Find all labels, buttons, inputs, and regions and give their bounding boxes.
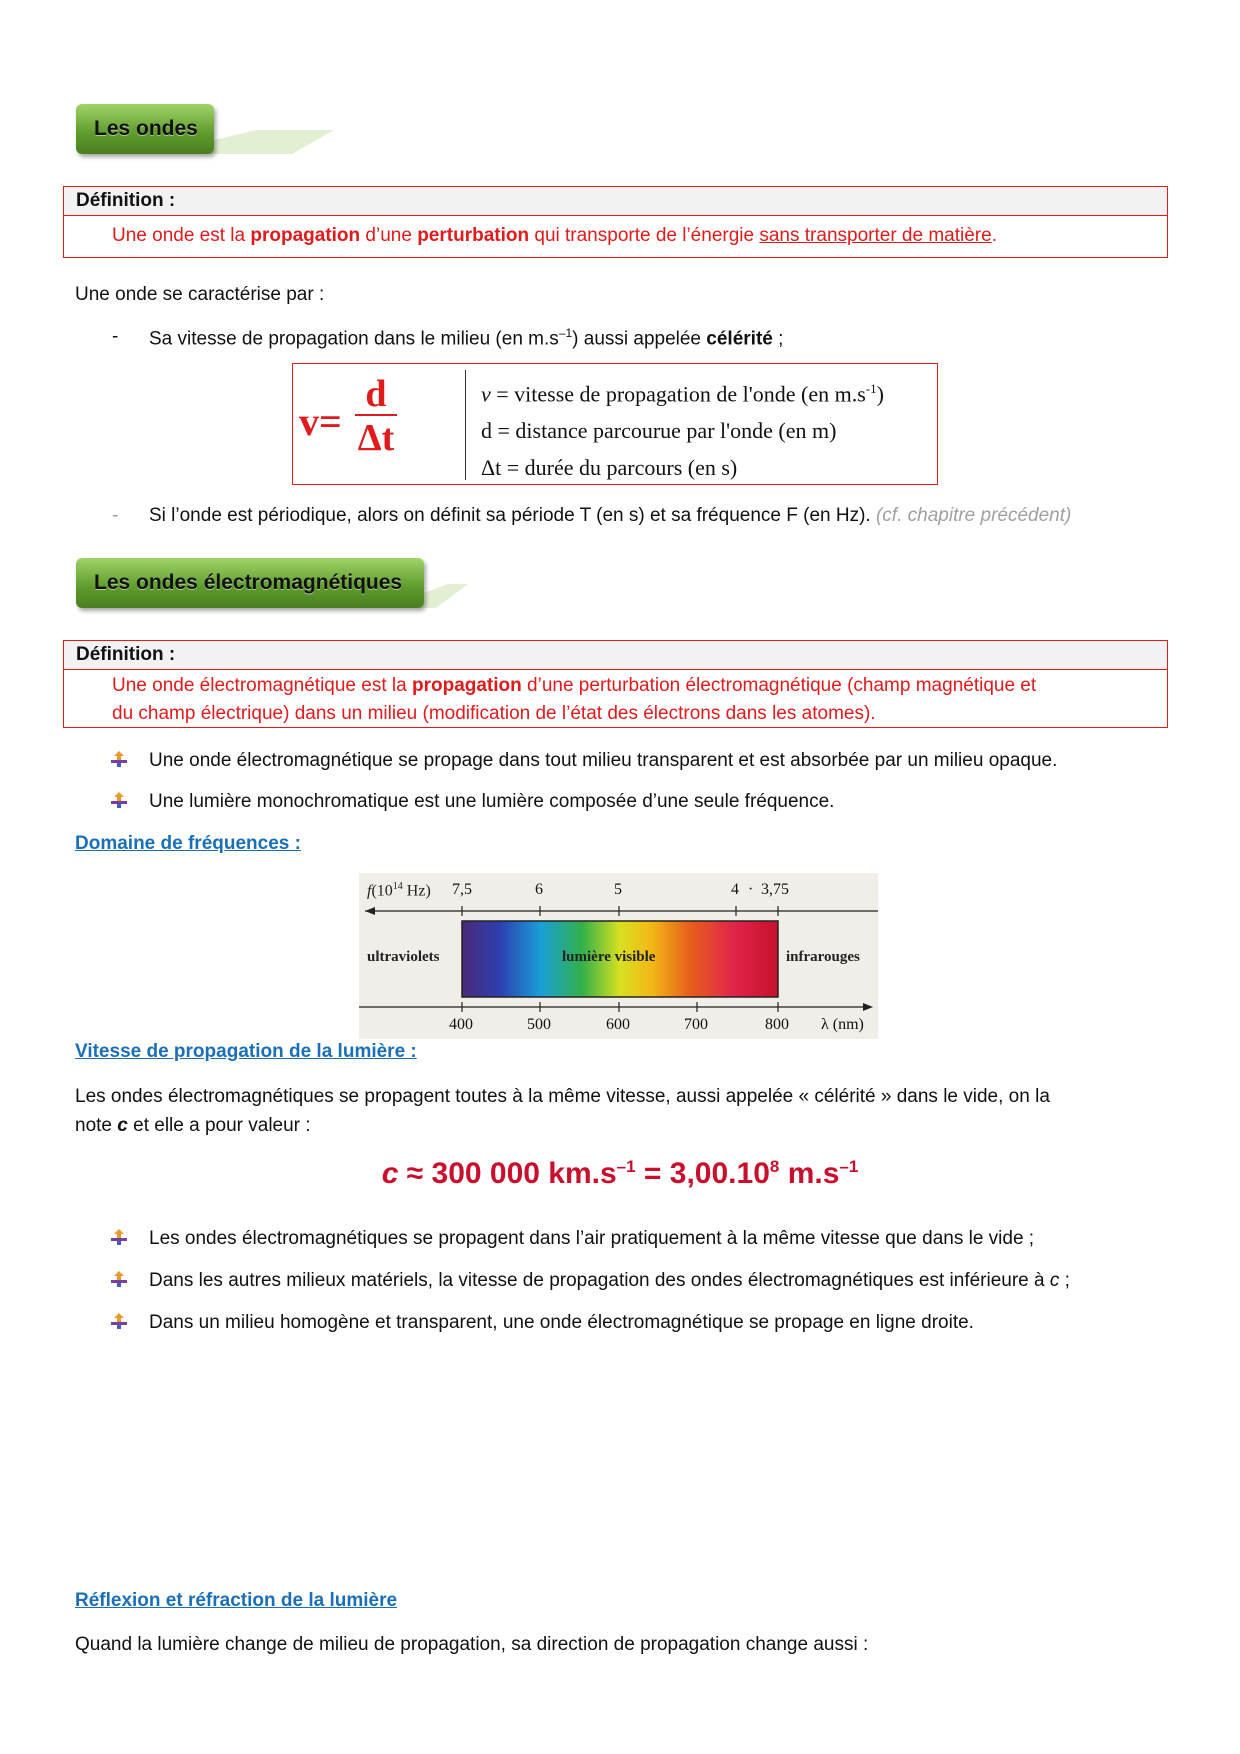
formula-sup: –1 [616, 1157, 636, 1176]
list-bold-celerite: célérité [706, 328, 773, 350]
legend-line-d: d = distance parcourue par l'onde (en m) [481, 418, 837, 444]
wl-tick-label: 800 [765, 1016, 789, 1033]
list-item-speed [149, 326, 783, 350]
formula-v: v [299, 399, 319, 444]
freq-tick-label: 3,75 [761, 881, 789, 898]
freq-tick-label: 6 [535, 881, 543, 898]
def-text-part: . [991, 225, 997, 246]
definition-text [64, 670, 1167, 728]
legend-text: ) [876, 381, 884, 407]
formula-box-speed [292, 363, 938, 485]
list-text: Si l’onde est périodique, alors on définit sa période T (en s) et sa fréquence F (en Hz). [149, 505, 876, 526]
formula-text: ≈ 300 000 km.s [398, 1157, 617, 1190]
definition-box-1 [63, 186, 1168, 258]
frequency-axis-arrow [365, 907, 375, 915]
wavelength-axis-arrow [863, 1003, 873, 1011]
freq-dot: · [748, 881, 754, 898]
definition-header: Définition : [64, 641, 1167, 670]
def2-line1 [112, 672, 1167, 700]
formula-separator [465, 370, 466, 480]
speed-of-light-formula [0, 1157, 1240, 1191]
formula-sup: 8 [769, 1157, 780, 1176]
list-dash: - [112, 326, 119, 347]
formula-text: m.s [779, 1157, 840, 1190]
def-text-part: Une onde électromagnétique est la [112, 675, 412, 696]
legend-var-v: v [481, 381, 491, 407]
section-title-ondes-em [76, 558, 476, 614]
refraction-intro: Quand la lumière change de milieu de propagation, sa direction de propagation change aussi : [75, 1634, 869, 1655]
para-text: note [75, 1115, 118, 1136]
arrow-bullet-icon [110, 791, 128, 809]
formula-numerator: d [365, 373, 387, 415]
bullet-c-symbol: c [1049, 1270, 1060, 1291]
def-underlined: sans transporter de matière [759, 225, 992, 246]
bullet-text: ; [1059, 1270, 1070, 1291]
def-bold-perturbation: perturbation [417, 225, 530, 246]
formula-denominator: Δt [357, 417, 395, 459]
formula-c: c [381, 1157, 399, 1190]
freq-tick-label: 5 [614, 881, 622, 898]
legend-text: = vitesse de propagation de l'onde (en m.s [490, 381, 866, 407]
formula-sup: –1 [839, 1157, 859, 1176]
def-text-part: d’une perturbation électromagnétique (champ magnétique et [521, 675, 1037, 696]
formula-text: = 3,00.10 [635, 1157, 770, 1190]
arrow-bullet-icon [110, 750, 128, 768]
definition-header: Définition : [64, 187, 1167, 216]
para-c-symbol: c [117, 1115, 128, 1136]
def-text-part: qui transporte de l’énergie [529, 225, 760, 246]
label-ultraviolets: ultraviolets [367, 949, 440, 965]
wl-tick-label: 700 [684, 1016, 708, 1033]
definition-box-2 [63, 640, 1168, 728]
list-text: ) aussi appelée [572, 328, 707, 350]
list-dash: - [112, 505, 119, 526]
formula-lhs [299, 398, 342, 445]
list-text: ; [772, 328, 784, 350]
spectrum-figure [359, 873, 878, 1039]
list-cf-note: (cf. chapitre précédent) [875, 505, 1072, 526]
def2-line2: du champ électrique) dans un milieu (modification de l’état des électrons dans les atomes). [112, 703, 876, 724]
formula-equals: = [319, 399, 342, 444]
legend-sup: -1 [865, 381, 877, 396]
wl-tick-label: 600 [606, 1016, 630, 1033]
list-text: Sa vitesse de propagation dans le milieu (en m.s [149, 328, 559, 350]
freq-tick-label: 7,5 [452, 881, 472, 898]
celerity-paragraph [75, 1082, 1050, 1140]
formula-legend [481, 370, 884, 486]
wl-unit-label: λ (nm) [821, 1016, 864, 1033]
f-unit-sup: 14 [392, 881, 403, 892]
f-unit: Hz) [402, 882, 431, 900]
frequency-axis-label [367, 881, 431, 900]
para-line1: Les ondes électromagnétiques se propagent toutes à la même vitesse, aussi appelée « célérité » dans le vide, on la [75, 1086, 1050, 1107]
bullet-em-propagation: Une onde électromagnétique se propage dans tout milieu transparent et est absorbée par un milieu opaque. [149, 750, 1058, 771]
definition-text [64, 216, 1167, 256]
section-title-text: Les ondes [94, 117, 198, 140]
section-title-box [76, 104, 214, 154]
section-title-text: Les ondes électromagnétiques [94, 571, 403, 594]
legend-line-v [481, 370, 884, 412]
bullet-other-media [149, 1270, 1070, 1292]
arrow-bullet-icon [110, 1270, 128, 1288]
arrow-bullet-icon [110, 1312, 128, 1330]
heading-reflexion-refraction: Réflexion et réfraction de la lumière [75, 1590, 398, 1611]
heading-domaine-frequences: Domaine de fréquences : [75, 833, 301, 854]
def-bold-propagation: propagation [250, 225, 361, 246]
intro-text: Une onde se caractérise par : [75, 284, 325, 305]
def-bold-propagation: propagation [411, 675, 522, 696]
wl-tick-label: 400 [449, 1016, 473, 1033]
bullet-straight-line: Dans un milieu homogène et transparent, une onde électromagnétique se propage en ligne droite. [149, 1312, 974, 1333]
para-text: et elle a pour valeur : [127, 1115, 311, 1136]
bullet-monochromatic: Une lumière monochromatique est une lumière composée d’une seule fréquence. [149, 791, 835, 812]
heading-vitesse-lumiere: Vitesse de propagation de la lumière : [75, 1041, 417, 1062]
list-sup: –1 [558, 326, 573, 340]
bullet-air-speed: Les ondes électromagnétiques se propagent dans l’air pratiquement à la même vitesse que dans le vide ; [149, 1228, 1035, 1249]
def-text-part: d’une [360, 225, 418, 246]
list-item-periodic [149, 505, 1071, 527]
para-line2 [75, 1111, 1050, 1140]
section-title-box [76, 558, 424, 608]
f-symbol: f [367, 882, 372, 900]
formula-fraction [353, 374, 399, 460]
arrow-bullet-icon [110, 1228, 128, 1246]
bullet-text: Dans les autres milieux matériels, la vitesse de propagation des ondes électromagnétiques est inférieure à [149, 1270, 1050, 1291]
freq-tick-label: 4 [731, 881, 739, 898]
def-text-part: Une onde est la [112, 225, 251, 246]
legend-line-dt: Δt = durée du parcours (en s) [481, 455, 738, 481]
f-unit: (10 [371, 882, 393, 900]
wl-tick-label: 500 [527, 1016, 551, 1033]
section-title-les-ondes [76, 104, 346, 160]
label-infrarouges: infrarouges [786, 949, 860, 965]
label-visible: lumière visible [562, 949, 656, 965]
